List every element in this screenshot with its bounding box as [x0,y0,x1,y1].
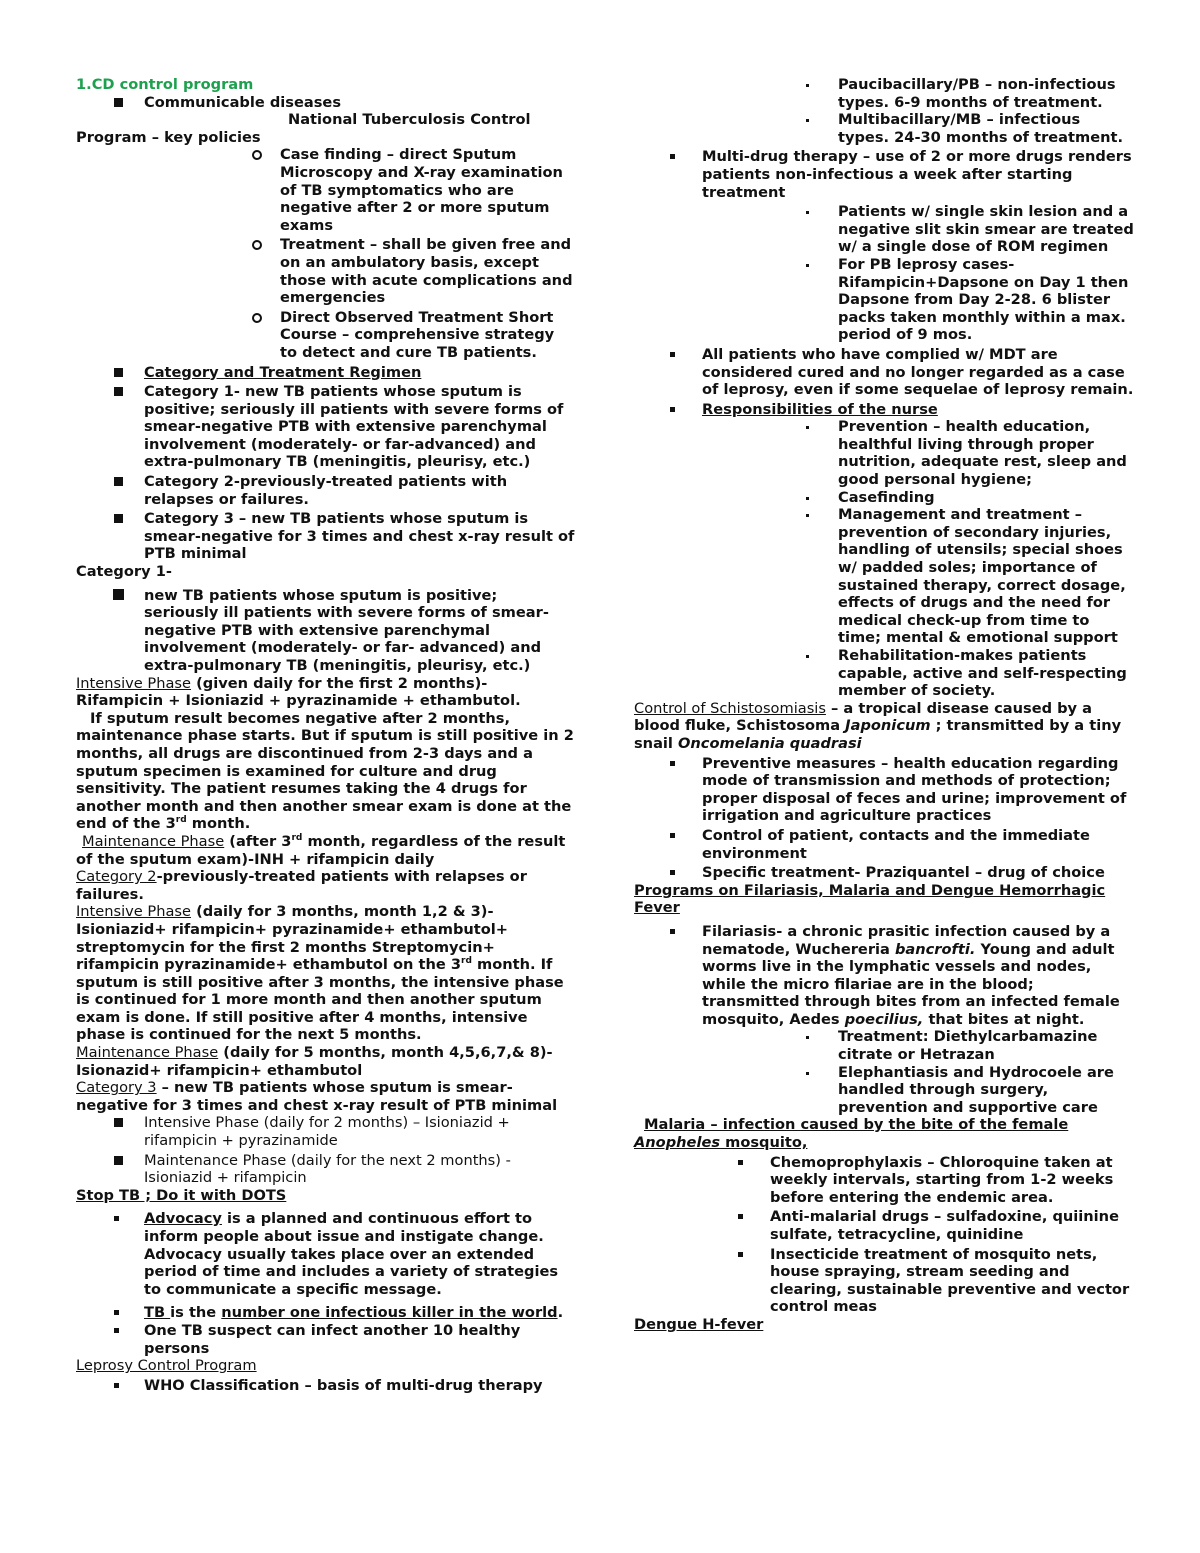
square-bullet-icon [738,1160,743,1165]
square-bullet-icon [114,1156,123,1165]
dot-bullet-icon [806,119,809,122]
list-item: Advocacy is a planned and continuous effort to inform people about issue and instigate change. Advocacy usually takes place over an extended period of time and includes a variety of strategies to communicate a specific message. [76,1210,576,1298]
dot-bullet-icon [806,655,809,658]
dot-bullet-icon [806,211,809,214]
intensive-phase-1-paragraph: If sputum result becomes negative after 2 months, maintenance phase starts. But if sputum is still positive in 2 months, all drugs are discontinued from 2-3 days and a sputum specimen is examined for culture and drug sensitivity. The patient resumes taking the 4 drugs for another month and then another smear exam is done at the end of the 3rd month. [76,709,574,833]
list-item: Elephantiasis and Hydrocoele are handled through surgery, prevention and supportive care [634,1064,1134,1117]
square-bullet-icon [670,352,675,357]
list-item: TB is the number one infectious killer in the world. [76,1304,576,1322]
square-bullet-icon [738,1252,743,1257]
intensive-phase-2: Intensive Phase (daily for 3 months, month 1,2 & 3)-Isioniazid+ rifampicin+ pyrazinamide+ ethambutol+ streptomycin for the first 2 months Streptomycin+ rifampicin pyrazinamide+ ethambutol on the 3rd month. If sputum is still positive after 3 months, the intensive phase is continued for 1 more month and then another sputum exam is done. If still positive after 4 months, intensive phase is continued for the next 5 months. [76,903,564,1044]
ntcp-heading: National Tuberculosis Control [288,111,531,129]
list-item: Category 3 – new TB patients whose sputum is smear-negative for 3 times and chest x-ray result of PTB minimal [76,510,576,563]
square-bullet-icon [670,407,675,412]
list-item: Communicable diseases [76,94,576,112]
list-item: All patients who have complied w/ MDT are considered cured and no longer regarded as a case of leprosy, even if some sequelae of leprosy remain. [634,346,1134,399]
list-item: One TB suspect can infect another 10 healthy persons [76,1322,576,1357]
dot-bullet-icon [806,1072,809,1075]
list-item: Rehabilitation-makes patients capable, active and self-respecting member of society. [634,647,1134,700]
ntcp-heading-tail: Program – key policies [76,128,261,146]
dengue-heading: Dengue H-fever [634,1315,764,1333]
list-item: Casefinding [634,489,1134,507]
list-item: Maintenance Phase (daily for the next 2 months) - Isioniazid + rifampicin [76,1152,576,1187]
list-item: For PB leprosy cases-Rifampicin+Dapsone on Day 1 then Dapsone from Day 2-28. 6 blister packs taken monthly within a max. period of 9 mos. [634,256,1134,344]
square-bullet-icon [738,1214,743,1219]
ring-bullet-icon [252,313,262,323]
list-item: Management and treatment – prevention of secondary injuries, handling of utensils; special shoes w/ padded soles; importance of sustained therapy, correct dosage, effects of drugs and the need for medical check-up from time to time; mental & emotional support [634,506,1134,647]
left-column [76,76,576,1394]
list-item: Category 1- new TB patients whose sputum is positive; seriously ill patients with severe forms of smear-negative PTB with extensive parenchymal involvement (moderately- or far-advanced) and extra-pulmonary TB (meningitis, pleurisy, etc.) [76,383,576,471]
category-regimen-heading: Category and Treatment Regimen [144,363,422,381]
list-item [634,401,1134,419]
ring-bullet-icon [252,150,262,160]
dot-bullet-icon [806,84,809,87]
square-bullet-icon [670,154,675,159]
list-item: Direct Observed Treatment Short Course – comprehensive strategy to detect and cure TB patients. [76,309,576,362]
leprosy-heading: Leprosy Control Program [76,1357,257,1375]
list-item: Paucibacillary/PB – non-infectious types. 6-9 months of treatment. [634,76,1134,111]
list-item: Treatment: Diethylcarbamazine citrate or Hetrazan [634,1028,1134,1063]
list-item: Case finding – direct Sputum Microscopy and X-ray examination of TB symptomatics who are negative after 2 or more sputum exams [76,146,576,234]
square-bullet-icon [114,1383,119,1388]
dot-bullet-icon [806,264,809,267]
section-title: 1.CD control program [76,76,254,93]
malaria-heading: Malaria – infection caused by the bite of the female [644,1116,1069,1134]
square-bullet-icon [114,1118,123,1127]
list-item: Patients w/ single skin lesion and a negative slit skin smear are treated w/ a single dose of ROM regimen [634,203,1134,256]
square-bullet-icon [670,833,675,838]
square-bullet-icon [670,761,675,766]
square-bullet-icon [114,1216,119,1221]
list-item: new TB patients whose sputum is positive; seriously ill patients with severe forms of smear-negative PTB with extensive parenchymal involvement (moderately- or far- advanced) and extra-pulmonary TB (meningitis, pleurisy, etc.) [76,587,576,675]
list-item: Preventive measures – health education regarding mode of transmission and methods of protection; proper disposal of feces and urine; improvement of irrigation and agriculture practices [634,755,1134,825]
square-bullet-icon [114,98,123,107]
square-bullet-icon [114,1328,119,1333]
dot-bullet-icon [806,514,809,517]
schistosomiasis-paragraph: Control of Schistosomiasis – a tropical disease caused by a blood fluke, Schistosoma Japonicum ; transmitted by a tiny snail Oncomelania quadrasi [634,699,1122,752]
right-column [634,76,1134,1334]
square-bullet-icon [114,477,123,486]
category-2: Category 2-previously-treated patients with relapses or failures. [76,868,527,903]
ring-bullet-icon [252,240,262,250]
intensive-phase-1: Intensive Phase (given daily for the first 2 months)- [76,674,488,692]
dot-bullet-icon [806,426,809,429]
intensive-phase-1-drugs: Rifampicin + Isioniazid + pyrazinamide + ethambutol. [76,692,521,710]
dot-bullet-icon [806,1036,809,1039]
list-item: Prevention – health education, healthful living through proper nutrition, adequate rest, sleep and good personal hygiene; [634,418,1134,488]
list-item [76,364,576,382]
square-bullet-icon [113,589,124,600]
nurse-heading: Responsibilities of the nurse [702,400,938,418]
list-item: Multi-drug therapy – use of 2 or more drugs renders patients non-infectious a week after starting treatment [634,148,1134,201]
list-item: Multibacillary/MB – infectious types. 24-30 months of treatment. [634,111,1134,146]
square-bullet-icon [670,870,675,875]
list-item: Treatment – shall be given free and on an ambulatory basis, except those with acute complications and emergencies [76,236,576,306]
list-item: Chemoprophylaxis – Chloroquine taken at weekly intervals, starting from 1-2 weeks before entering the endemic area. [634,1154,1134,1207]
square-bullet-icon [114,514,123,523]
programs-heading: Programs on Filariasis, Malaria and Dengue Hemorrhagic Fever [634,881,1106,917]
list-item: Insecticide treatment of mosquito nets, house spraying, stream seeding and clearing, sustainable preventive and vector control meas [634,1246,1134,1316]
malaria-heading-tail: Anopheles mosquito, [634,1134,808,1152]
list-item: Filariasis- a chronic prasitic infection caused by a nematode, Wuchereria bancrofti. Young and adult worms live in the lymphatic vessels and nodes, while the micro filariae are in the blood; transmitted through bites from an infected female mosquito, Aedes poecilius, that bites at night. [634,923,1134,1029]
maintenance-phase-2: Maintenance Phase (daily for 5 months, month 4,5,6,7,& 8)-Isionazid+ rifampicin+ ethambutol [76,1044,553,1079]
dots-heading: Stop TB ; Do it with DOTS [76,1186,287,1204]
list-item: Specific treatment- Praziquantel – drug of choice [634,864,1134,882]
list-item: Intensive Phase (daily for 2 months) – Isioniazid + rifampicin + pyrazinamide [76,1114,576,1149]
list-item: Category 2-previously-treated patients with relapses or failures. [76,473,576,508]
square-bullet-icon [114,1310,119,1315]
square-bullet-icon [114,368,123,377]
square-bullet-icon [114,387,123,396]
category-3: Category 3 – new TB patients whose sputum is smear-negative for 3 times and chest x-ray result of PTB minimal [76,1079,558,1114]
list-item: Control of patient, contacts and the immediate environment [634,827,1134,862]
list-item: Anti-malarial drugs – sulfadoxine, quiinine sulfate, tetracycline, quinidine [634,1208,1134,1243]
list-item: WHO Classification – basis of multi-drug therapy [76,1377,576,1395]
dot-bullet-icon [806,497,809,500]
maintenance-phase-1: Maintenance Phase (after 3rd month, regardless of the result of the sputum exam)-INH + rifampicin daily [76,832,566,868]
category-1-label: Category 1- [76,563,172,581]
square-bullet-icon [670,929,675,934]
